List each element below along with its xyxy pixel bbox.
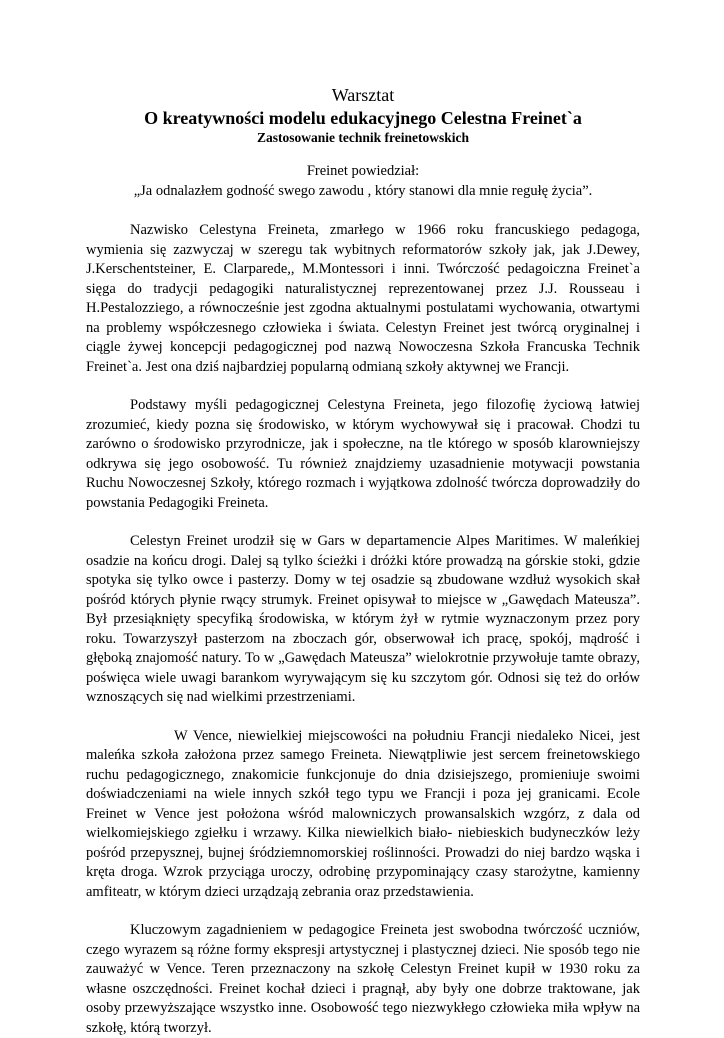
subtitle: Zastosowanie technik freinetowskich bbox=[256, 130, 469, 145]
page-title: O kreatywności modelu edukacyjnego Celestna Freinet`a bbox=[144, 108, 582, 128]
paragraph: Celestyn Freinet urodził się w Gars w departamencie Alpes Maritimes. W maleńkiej osadzie na końcu drogi. Dalej są tylko ścieżki i dróżki które prowadzą na górskie stoki, gdzie spotyka się tylko owce i pasterzy. Domy w tej osadzie są zbudowane wzdłuż wysokich skał pośród których płynie rwący strumyk. Freinet opisywał to miejsce w „Gawędach Mateusza”. Był przesiąknięty specyfiką środowiska, w którym żył w rytmie wyznaczonym przez pory roku. Towarzyszył pasterzom na zboczach gór, obserwował ich pracę, spokój, mądrość i głęboką znajomość natury. To w „Gawędach Mateusza” wielokrotnie przywołuje tamte obrazy, poświęca wiele uwagi barankom wyrywającym się ku szczytom gór. Odnosi się też do orłów wznoszących się nad wielkimi przestrzeniami. bbox=[86, 533, 640, 705]
paragraph: W Vence, niewielkiej miejscowości na południu Francji niedaleko Nicei, jest maleńka szkoła założona przez samego Freineta. Niewątpliwie jest sercem freinetowskiego ruchu pedagogicznego, znakomicie funkcjonuje do dnia dzisiejszego, promieniuje swoimi doświadczeniami na wiele innych szkół tego typu we Francji i poza jej granicami. Ecole Freinet w Vence jest położona wśród malowniczych prowansalskich wzgórz, z dala od wielkomiejskiego zgiełku i wrzawy. Kilka niewielkich biało- niebieskich budyneczków leży pośród przepysznej, bujnej śródziemnomorskiej roślinności. Prowadzi do niej bardzo wąska i kręta droga. Wzrok przyciąga uroczy, odrobinę przypominający czasy starożytne, kamienny amfiteatr, w którym dzieci urządzają zebrania oraz przedstawienia. bbox=[86, 727, 640, 900]
paragraph: Nazwisko Celestyna Freineta, zmarłego w 1966 roku francuskiego pedagoga, wymienia się zazwyczaj w szeregu tak wybitnych reformatorów szkoły jak, jak J.Dewey, J.Kerschentsteiner, E. Clarparede,, M.Montessori i inni. Twórczość pedagoiczna Freinet`a sięga do tradycji pedagogiki naturalistycznej reprezentowanej przez J.J. Rousseau i H.Pestalozziego, a równocześnie jest zgodna aktualnymi postulatami wychowania, otwartymi na problemy współczesnego człowieka i świata. Celestyn Freinet jest twórcą oryginalnej i ciągle żywej koncepcji pedagogicznej pod nazwą Nowoczesna Szkoła Francuska Technik Freinet`a. Jest ona dziś najbardziej popularną odmianą szkoły aktywnej we Francji. bbox=[86, 222, 640, 375]
quote-intro: Freinet powiedział: bbox=[306, 163, 420, 179]
paragraph: Kluczowym zagadnieniem w pedagogice Freineta jest swobodna twórczość uczniów, czego wyrazem są różne formy ekspresji artystycznej i plastycznej dzieci. Nie sposób tego nie zauważyć w Vence. Teren przeznaczony na szkołę Celestyn Freinet kupił w 1930 roku za własne oszczędności. Freinet kochał dzieci i pragnął, aby były one dobrze traktowane, jak osoby przewyższające wszystko inne. Osobowość tego niezwykłego człowieka miła wpływ na szkołę, którą tworzył. bbox=[86, 922, 640, 1036]
document-body bbox=[86, 84, 640, 1038]
paragraph: Podstawy myśli pedagogicznej Celestyna Freineta, jego filozofię życiową łatwiej zrozumieć, kiedy pozna się środowisko, w którym wychowywał się i pracował. Chodzi tu zarówno o środowisko przyrodnicze, jak i społeczne, na tle którego w sposób klarowniejszy odkrywa się jego osobowość. Tu również znajdziemy uzasadnienie motywacji powstania Ruchu Nowoczesnej Szkoły, którego rozmach i wyjątkowa zdolność twórcza doprowadziły do powstania Pedagogiki Freineta. bbox=[86, 397, 640, 511]
quote: „Ja odnalazłem godność swego zawodu , który stanowi dla mnie regułę życia”. bbox=[133, 182, 593, 199]
title-small: Warsztat bbox=[331, 85, 395, 105]
